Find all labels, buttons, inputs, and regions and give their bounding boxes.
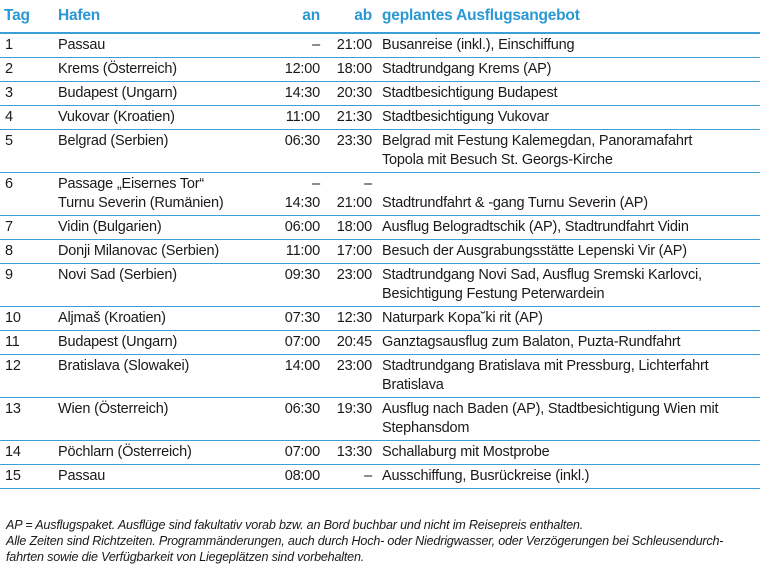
cell-ausflug [378,441,760,465]
cell-ab-line: 23:30 [336,133,372,149]
cell-hafen [54,58,274,82]
footnote [6,517,756,565]
cell-hafen [54,307,274,331]
cell-ab-line: 20:30 [336,85,372,101]
cell-hafen [54,33,274,58]
cell-ab [326,264,378,307]
cell-an-line: 14:30 [284,195,320,211]
cell-hafen-line: Donji Milanovac (Serbien) [58,243,220,259]
cell-ausflug [378,173,760,216]
cell-an-line: 08:00 [284,468,320,484]
cell-tag: 3 [0,82,54,106]
cell-hafen-line: Novi Sad (Serbien) [58,267,177,283]
header-ausflug: geplantes Ausflugsangebot [382,7,580,24]
cell-ausflug-line: Besichtigung Festung Peterwardein [382,286,605,302]
cell-hafen [54,173,274,216]
cell-ausflug [378,82,760,106]
cell-an [274,58,326,82]
cell-hafen [54,264,274,307]
table-row [0,173,760,216]
cell-tag: 1 [0,33,54,58]
table-row [0,355,760,398]
cell-hafen-line: Aljmaš (Kroatien) [58,310,166,326]
cell-hafen-line: Turnu Severin (Rumänien) [58,195,224,211]
cell-an [274,130,326,173]
cell-tag: 11 [0,331,54,355]
cell-hafen [54,331,274,355]
cell-tag: 6 [0,173,54,216]
cell-hafen-line: Budapest (Ungarn) [58,334,178,350]
cell-ausflug-line [382,175,756,194]
cell-tag: 10 [0,307,54,331]
header-an: an [302,7,320,24]
cell-ab-line: 21:30 [336,109,372,125]
cell-ausflug-line: Schallaburg mit Mostprobe [382,444,550,460]
cell-hafen-line: Vukovar (Kroatien) [58,109,175,125]
cell-hafen-line: Pöchlarn (Österreich) [58,444,192,460]
cell-an [274,441,326,465]
cell-tag: 4 [0,106,54,130]
cell-hafen [54,240,274,264]
cell-ab [326,355,378,398]
table-row [0,58,760,82]
cell-ab-line: 23:00 [336,267,372,283]
cell-ausflug-line: Stadtrundgang Krems (AP) [382,61,552,77]
table-row [0,106,760,130]
table-header [0,0,760,33]
cell-ausflug [378,465,760,489]
cell-tag: 2 [0,58,54,82]
cell-hafen-line: Bratislava (Slowakei) [58,358,190,374]
cell-tag: 13 [0,398,54,441]
cell-an [274,307,326,331]
header-tag: Tag [4,7,30,24]
cell-ausflug-line: Stadtrundfahrt & -gang Turnu Severin (AP) [382,195,648,211]
header-ab: ab [354,7,372,24]
table-row [0,216,760,240]
cell-an [274,216,326,240]
cell-an-line: 06:30 [284,401,320,417]
cell-ausflug-line: Ganztagsausflug zum Balaton, Puzta-Rundfahrt [382,334,681,350]
cell-hafen-line: Budapest (Ungarn) [58,85,178,101]
cell-ab-line: 20:45 [336,334,372,350]
cell-ausflug-line: Stadtbesichtigung Budapest [382,85,558,101]
cell-hafen-line: Passau [58,468,106,484]
cell-ausflug [378,130,760,173]
cell-an [274,398,326,441]
cell-tag: 8 [0,240,54,264]
cell-ausflug-line: Stadtrundgang Bratislava mit Pressburg, Lichterfahrt [382,358,709,374]
cell-an-line: 07:30 [284,310,320,326]
cell-an [274,264,326,307]
cell-an-line: 12:00 [284,61,320,77]
table-row [0,264,760,307]
cell-an-line: – [312,176,320,192]
table-row [0,240,760,264]
cell-ab-line: 21:00 [336,37,372,53]
cell-ausflug [378,106,760,130]
cell-ausflug [378,240,760,264]
cell-hafen [54,398,274,441]
table-row [0,441,760,465]
cell-ab [326,398,378,441]
cell-hafen-line: Belgrad (Serbien) [58,133,169,149]
cell-an [274,82,326,106]
header-hafen: Hafen [58,7,101,24]
table-row [0,33,760,58]
cell-ab-line: 17:00 [336,243,372,259]
cell-ab-line: – [364,176,372,192]
cell-ausflug-line: Belgrad mit Festung Kalemegdan, Panoramafahrt [382,133,693,149]
cell-ausflug [378,33,760,58]
cell-ausflug [378,355,760,398]
cell-ausflug-line: Besuch der Ausgrabungsstätte Lepenski Vir (AP) [382,243,687,259]
cell-ausflug [378,264,760,307]
cell-hafen-line: Krems (Österreich) [58,61,177,77]
cell-ausflug [378,398,760,441]
table-row [0,398,760,441]
cell-hafen [54,82,274,106]
cell-an-line: 07:00 [284,334,320,350]
cell-ab [326,331,378,355]
cell-ausflug-line: Stadtbesichtigung Vukovar [382,109,549,125]
cell-ausflug-line: Ausschiffung, Busrückreise (inkl.) [382,468,590,484]
footnote-line: Alle Zeiten sind Richtzeiten. Programmänderungen, auch durch Hoch- oder Niedrigwasser, oder Verzögerungen bei Schleusendurch- [6,534,724,548]
table-row [0,307,760,331]
cell-ab [326,465,378,489]
cell-ausflug-line: Busanreise (inkl.), Einschiffung [382,37,575,53]
table-row [0,465,760,489]
cell-ausflug-line: Stephansdom [382,420,470,436]
cell-an-line: – [312,37,320,53]
cell-ab [326,130,378,173]
cell-an-line: 14:00 [284,358,320,374]
footnote-line: fahrten sowie die Verfügbarkeit von Liegeplätzen sind vorbehalten. [6,550,365,564]
cell-ab-line: 13:30 [336,444,372,460]
cell-ab [326,216,378,240]
cell-ab-line: 19:30 [336,401,372,417]
cell-ab-line: 18:00 [336,219,372,235]
cell-ausflug [378,216,760,240]
cell-an [274,106,326,130]
cell-tag: 9 [0,264,54,307]
cell-an [274,355,326,398]
cell-ausflug-line: Ausflug nach Baden (AP), Stadtbesichtigung Wien mit [382,401,719,417]
cell-tag: 5 [0,130,54,173]
cell-ab-line: 12:30 [336,310,372,326]
cell-hafen-line: Passage „Eisernes Tor“ [58,176,205,192]
cell-an-line: 14:30 [284,85,320,101]
cell-ausflug [378,307,760,331]
cell-ausflug [378,58,760,82]
cell-hafen [54,130,274,173]
cell-an-line: 06:00 [284,219,320,235]
cell-ausflug-line: Naturpark Kopa˘ki rit (AP) [382,310,543,326]
cell-ab [326,106,378,130]
cell-hafen [54,216,274,240]
cell-ab-line: 23:00 [336,358,372,374]
cell-ab [326,33,378,58]
cell-ausflug [378,331,760,355]
cell-an-line: 07:00 [284,444,320,460]
cell-hafen-line: Vidin (Bulgarien) [58,219,162,235]
cell-an-line: 11:00 [285,109,320,125]
cell-ausflug-line: Ausflug Belogradtschik (AP), Stadtrundfahrt Vidin [382,219,689,235]
cell-hafen-line: Passau [58,37,106,53]
cell-tag: 15 [0,465,54,489]
cell-ab [326,307,378,331]
cell-ab [326,58,378,82]
cell-ab-line: – [364,468,372,484]
cell-ausflug-line: Stadtrundgang Novi Sad, Ausflug Sremski Karlovci, [382,267,702,283]
cell-ausflug-line: Bratislava [382,377,444,393]
cell-hafen [54,465,274,489]
cell-hafen [54,441,274,465]
cell-an [274,331,326,355]
cell-ab-line: 21:00 [336,195,372,211]
cell-hafen [54,106,274,130]
cell-an-line: 11:00 [285,243,320,259]
cell-ab [326,240,378,264]
cell-tag: 12 [0,355,54,398]
cell-ab [326,441,378,465]
cell-an [274,465,326,489]
cell-an [274,173,326,216]
table-row [0,130,760,173]
cell-ausflug-line: Topola mit Besuch St. Georgs-Kirche [382,152,613,168]
table-row [0,82,760,106]
cell-an-line: 06:30 [284,133,320,149]
cell-an [274,33,326,58]
table-row [0,331,760,355]
cell-tag: 14 [0,441,54,465]
cell-ab [326,82,378,106]
cell-ab [326,173,378,216]
footnote-line: AP = Ausflugspaket. Ausflüge sind fakultativ vorab bzw. an Bord buchbar und nicht im Reisepreis enthalten. [6,518,583,532]
cell-an-line: 09:30 [284,267,320,283]
table-body [0,33,760,489]
cell-hafen-line: Wien (Österreich) [58,401,169,417]
cell-an [274,240,326,264]
cell-ab-line: 18:00 [336,61,372,77]
cell-hafen [54,355,274,398]
cell-tag: 7 [0,216,54,240]
